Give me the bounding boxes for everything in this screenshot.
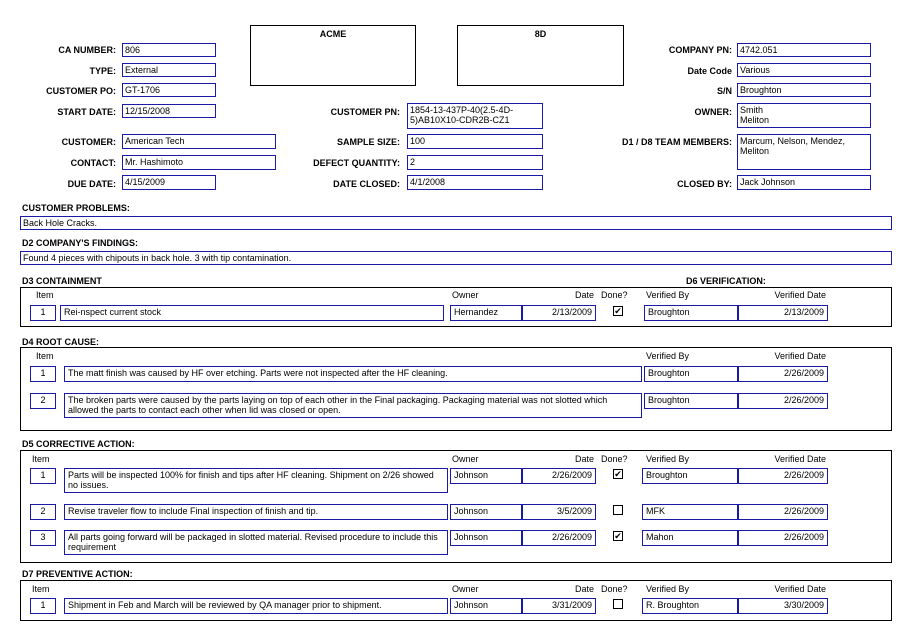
d5-row-1-date[interactable]: 2/26/2009	[522, 468, 596, 484]
d3-owner-header: Owner	[452, 290, 479, 300]
d7-row-1-verified-by[interactable]: R. Broughton	[642, 598, 738, 614]
owner-field[interactable]: Smith Meliton	[737, 103, 871, 128]
customer-pn-field[interactable]: 1854-13-437P-40(2.5-4D-5)AB10X10-CDR2B-CZ1	[407, 103, 543, 129]
d7-verified-date-header: Verified Date	[774, 584, 826, 594]
d5-row-3-verified-by[interactable]: Mahon	[642, 530, 738, 546]
d3-row-1-item: 1	[30, 305, 56, 321]
d7-row-1-date[interactable]: 3/31/2009	[522, 598, 596, 614]
d7-date-header: Date	[574, 584, 594, 594]
d4-row-1-verified-date[interactable]: 2/26/2009	[738, 366, 828, 382]
d3-row-1-verified-by[interactable]: Broughton	[644, 305, 738, 321]
defect-quantity-field[interactable]: 2	[407, 155, 543, 170]
ca-number-field[interactable]: 806	[122, 43, 216, 57]
d6-verification-label: D6 VERIFICATION:	[686, 276, 766, 286]
start-date-field[interactable]: 12/15/2008	[122, 104, 216, 118]
team-members-field[interactable]: Marcum, Nelson, Mendez, Meliton	[737, 134, 871, 170]
d5-row-1-action[interactable]: Parts will be inspected 100% for finish and tips after HF cleaning. Shipment on 2/26 showed no issues.	[64, 468, 448, 493]
d4-item-header: Item	[36, 351, 54, 361]
d7-row-1-owner[interactable]: Johnson	[450, 598, 522, 614]
d4-row-2-item: 2	[30, 393, 56, 409]
customer-problems-label: CUSTOMER PROBLEMS:	[22, 203, 130, 213]
d5-row-1-item: 1	[30, 468, 56, 484]
type-field[interactable]: External	[122, 63, 216, 77]
d5-row-1-verified-by[interactable]: Broughton	[642, 468, 738, 484]
date-closed-label: DATE CLOSED:	[333, 179, 400, 189]
date-code-field[interactable]: Various	[737, 63, 871, 77]
customer-problems-field[interactable]: Back Hole Cracks.	[20, 216, 892, 230]
d5-item-header: Item	[32, 454, 50, 464]
d3-verified-by-header: Verified By	[646, 290, 690, 300]
contact-field[interactable]: Mr. Hashimoto	[122, 155, 276, 170]
d3-row-1-date[interactable]: 2/13/2009	[522, 305, 596, 321]
d3-row-1-owner[interactable]: Hernandez	[450, 305, 522, 321]
d5-corrective-action-label: D5 CORRECTIVE ACTION:	[22, 439, 135, 449]
logo-box-left: ACME	[250, 25, 416, 86]
owner-label: OWNER:	[694, 107, 732, 117]
d4-root-cause-label: D4 ROOT CAUSE:	[22, 337, 100, 347]
d7-verified-by-header: Verified By	[646, 584, 690, 594]
d7-item-header: Item	[32, 584, 50, 594]
customer-po-field[interactable]: GT-1706	[122, 83, 216, 97]
d7-row-1-item: 1	[30, 598, 56, 614]
d4-row-1-cause[interactable]: The matt finish was caused by HF over etching. Parts were not inspected after the HF cleaning.	[64, 366, 642, 382]
d5-done-header: Done?	[601, 454, 628, 464]
d5-row-2-verified-by[interactable]: MFK	[642, 504, 738, 520]
d3-row-1-verified-date[interactable]: 2/13/2009	[738, 305, 828, 321]
contact-label: CONTACT:	[70, 158, 116, 168]
d4-row-1-item: 1	[30, 366, 56, 382]
sn-field[interactable]: Broughton	[737, 83, 871, 97]
due-date-label: DUE DATE:	[67, 179, 116, 189]
d5-row-3-date[interactable]: 2/26/2009	[522, 530, 596, 546]
d5-row-2-item: 2	[30, 504, 56, 520]
d5-date-header: Date	[574, 454, 594, 464]
d3-containment-label: D3 CONTAINMENT	[22, 276, 102, 286]
date-closed-field[interactable]: 4/1/2008	[407, 175, 543, 190]
d7-preventive-action-label: D7 PREVENTIVE ACTION:	[22, 569, 133, 579]
d4-row-2-verified-by[interactable]: Broughton	[644, 393, 738, 409]
customer-pn-label: CUSTOMER PN:	[330, 107, 400, 117]
customer-label: CUSTOMER:	[61, 137, 116, 147]
d5-row-2-verified-date[interactable]: 2/26/2009	[738, 504, 828, 520]
logo-box-right: 8D	[457, 25, 624, 86]
d4-verified-by-header: Verified By	[646, 351, 690, 361]
team-members-label: D1 / D8 TEAM MEMBERS:	[621, 137, 732, 147]
d5-row-1-done-checkbox[interactable]: ✔	[614, 469, 622, 479]
customer-field[interactable]: American Tech	[122, 134, 276, 149]
d3-done-header: Done?	[601, 290, 628, 300]
d7-row-1-action[interactable]: Shipment in Feb and March will be reviewed by QA manager prior to shipment.	[64, 598, 448, 614]
d4-verified-date-header: Verified Date	[774, 351, 826, 361]
d2-findings-label: D2 COMPANY'S FINDINGS:	[22, 238, 138, 248]
d7-done-header: Done?	[601, 584, 628, 594]
d3-verified-date-header: Verified Date	[774, 290, 826, 300]
d5-owner-header: Owner	[452, 454, 479, 464]
d3-date-header: Date	[574, 290, 594, 300]
d5-verified-by-header: Verified By	[646, 454, 690, 464]
d5-verified-date-header: Verified Date	[774, 454, 826, 464]
ca-number-label: CA NUMBER:	[58, 45, 116, 55]
company-pn-field[interactable]: 4742.051	[737, 43, 871, 57]
d5-row-3-verified-date[interactable]: 2/26/2009	[738, 530, 828, 546]
d4-row-1-verified-by[interactable]: Broughton	[644, 366, 738, 382]
due-date-field[interactable]: 4/15/2009	[122, 175, 216, 190]
sample-size-label: SAMPLE SIZE:	[336, 137, 400, 147]
closed-by-label: CLOSED BY:	[677, 179, 732, 189]
d5-row-2-done-checkbox[interactable]	[613, 505, 623, 515]
d2-findings-field[interactable]: Found 4 pieces with chipouts in back hole. 3 with tip contamination.	[20, 251, 892, 265]
customer-po-label: CUSTOMER PO:	[46, 86, 116, 96]
d7-row-1-done-checkbox[interactable]	[613, 599, 623, 609]
d5-row-2-date[interactable]: 3/5/2009	[522, 504, 596, 520]
d3-row-1-action[interactable]: Rei-nspect current stock	[60, 305, 444, 321]
d3-item-header: Item	[36, 290, 54, 300]
d4-row-2-cause[interactable]: The broken parts were caused by the parts laying on top of each other in the Final packaging. Packaging material was not slotted which allowed the parts to contact each other when lid was closed or open.	[64, 393, 642, 418]
d5-row-3-owner[interactable]: Johnson	[450, 530, 522, 546]
d7-row-1-verified-date[interactable]: 3/30/2009	[738, 598, 828, 614]
start-date-label: START DATE:	[57, 107, 116, 117]
d5-row-1-verified-date[interactable]: 2/26/2009	[738, 468, 828, 484]
type-label: TYPE:	[89, 66, 116, 76]
d5-row-3-action[interactable]: All parts going forward will be packaged in slotted material. Revised procedure to include this requirement	[64, 530, 448, 555]
sn-label: S/N	[716, 86, 732, 96]
d5-row-2-owner[interactable]: Johnson	[450, 504, 522, 520]
d5-row-3-done-checkbox[interactable]: ✔	[614, 531, 622, 541]
company-pn-label: COMPANY PN:	[668, 45, 732, 55]
d4-row-2-verified-date[interactable]: 2/26/2009	[738, 393, 828, 409]
closed-by-field[interactable]: Jack Johnson	[737, 175, 871, 190]
d5-row-3-item: 3	[30, 530, 56, 546]
d5-row-2-action[interactable]: Revise traveler flow to include Final inspection of finish and tip.	[64, 504, 448, 520]
date-code-label: Date Code	[687, 66, 732, 76]
d7-owner-header: Owner	[452, 584, 479, 594]
sample-size-field[interactable]: 100	[407, 134, 543, 149]
d3-row-1-done-checkbox[interactable]: ✔	[614, 306, 622, 316]
defect-quantity-label: DEFECT QUANTITY:	[313, 158, 400, 168]
d5-row-1-owner[interactable]: Johnson	[450, 468, 522, 484]
